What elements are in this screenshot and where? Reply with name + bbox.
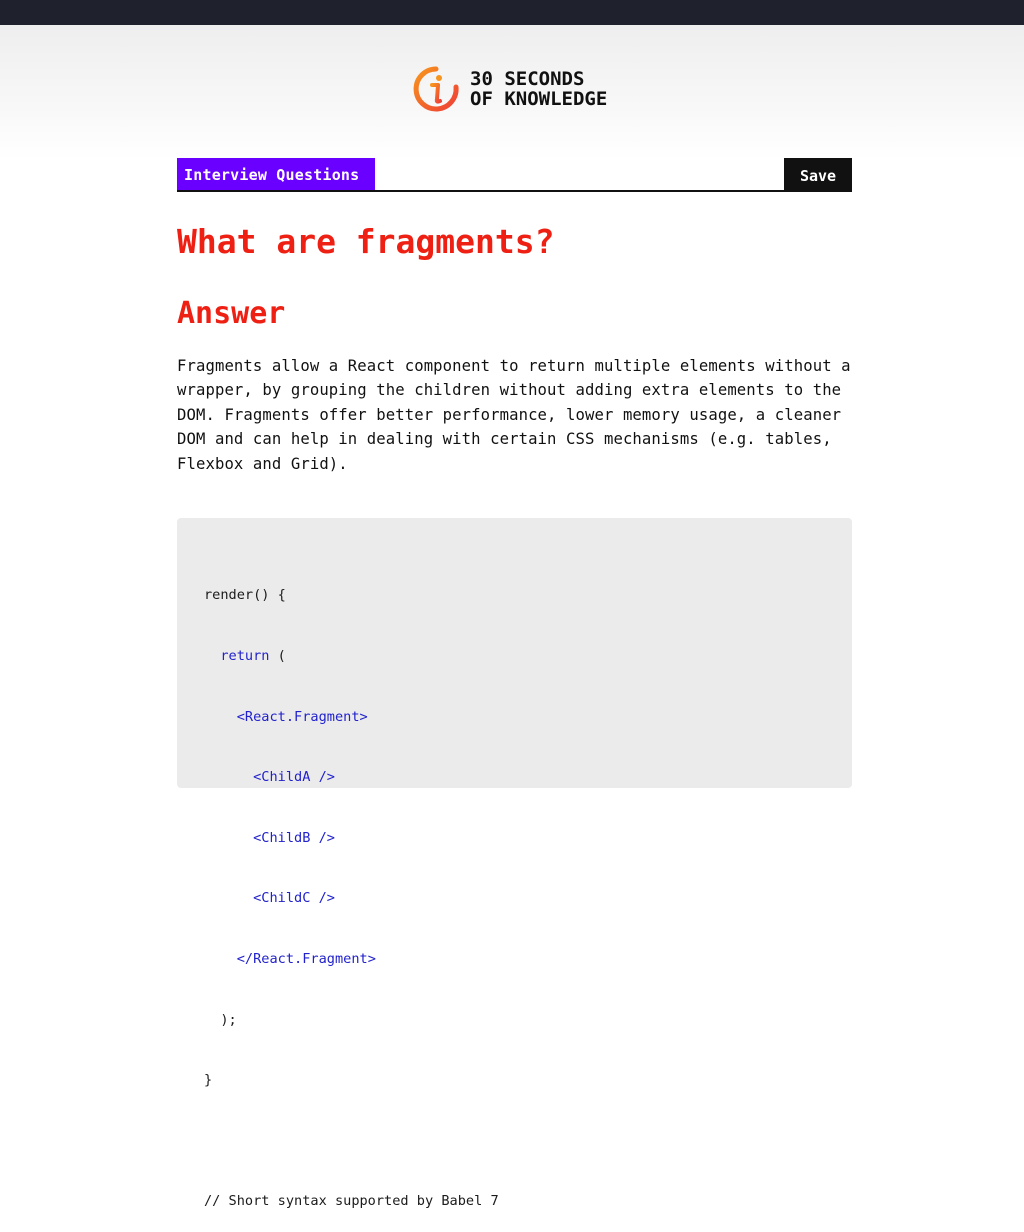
code-line: return ( xyxy=(220,648,286,664)
article-tag-bar xyxy=(177,158,852,192)
code-line: render() { xyxy=(204,587,286,604)
code-block xyxy=(177,518,852,1210)
code-line xyxy=(204,1131,852,1151)
code-line: </React.Fragment> xyxy=(236,950,376,967)
code-comment: // Short syntax supported by Babel 7 xyxy=(204,1193,499,1210)
page-title: What are fragments? xyxy=(177,222,555,261)
code-line: } xyxy=(204,1072,213,1089)
answer-text: Fragments allow a React component to return multiple elements without a wrapper, by grouping the children without adding extra elements to the DOM. Fragments offer better performance, lower memory usage, a cleaner DOM and can help in dealing with certain CSS mechanisms (e.g. tables, Flexbox and Grid). xyxy=(177,357,851,473)
code-line: <ChildC /> xyxy=(253,890,335,907)
code-line: <ChildA /> xyxy=(253,769,335,786)
code-line: <ChildB /> xyxy=(253,829,335,846)
browser-top-bar xyxy=(0,0,1024,25)
code-line: ); xyxy=(220,1011,237,1028)
logo-line-2: OF KNOWLEDGE xyxy=(470,88,608,110)
logo-line-1: 30 SECONDS xyxy=(470,68,585,90)
logo-icon xyxy=(412,65,460,113)
site-logo[interactable] xyxy=(412,64,607,114)
logo-wordmark xyxy=(470,69,607,109)
code-line: <React.Fragment> xyxy=(236,708,368,725)
tag-interview-questions[interactable]: Interview Questions xyxy=(177,158,375,190)
save-button[interactable]: Save xyxy=(784,158,852,192)
answer-heading: Answer xyxy=(177,296,286,331)
